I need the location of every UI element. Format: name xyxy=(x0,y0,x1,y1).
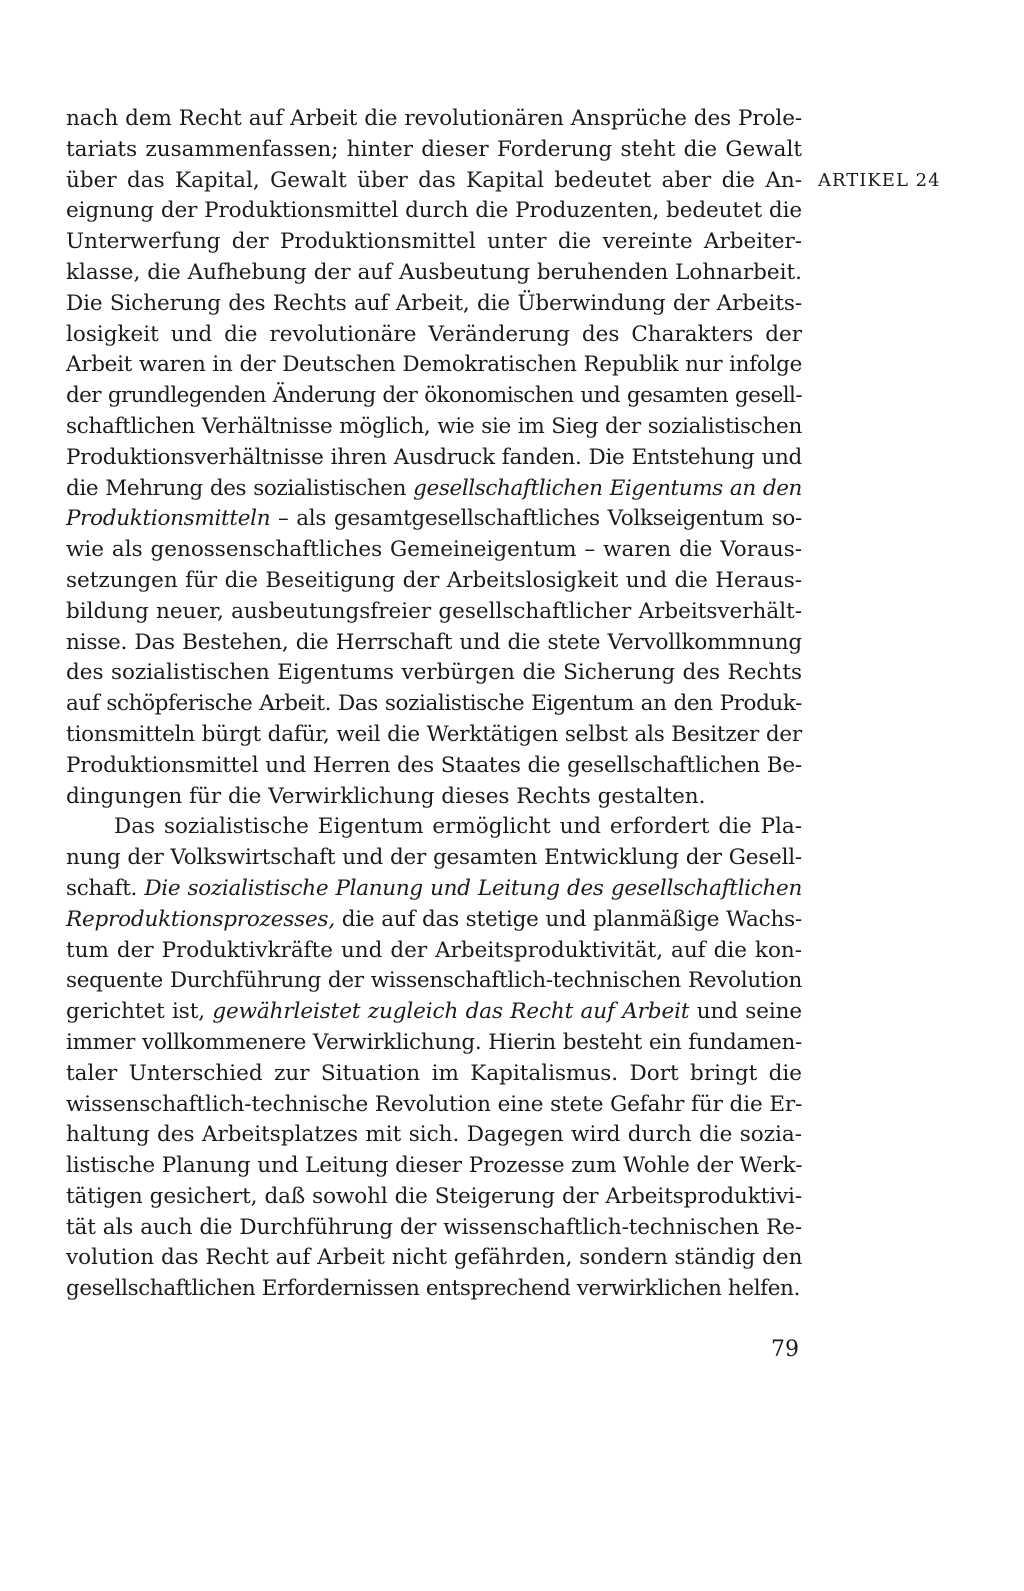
line-text: haltung des Arbeitsplatzes mit sich. Dagegen wird durch die sozia- xyxy=(66,1122,802,1148)
text-line xyxy=(66,1090,802,1121)
text-line xyxy=(66,104,802,135)
line-text: dingungen für die Verwirklichung dieses Rechts gestalten. xyxy=(66,783,706,809)
line-text: Unterwerfung der Produktionsmittel unter die vereinte Arbeiter- xyxy=(66,229,802,255)
line-text: die auf das stetige und planmäßige Wachs- xyxy=(334,906,802,932)
line-text: taler Unterschied zur Situation im Kapitalismus. Dort bringt die xyxy=(66,1060,802,1086)
line-text: – als gesamtgesellschaftliches Volkseigentum so- xyxy=(270,506,802,532)
text-line xyxy=(66,1151,802,1182)
text-line xyxy=(66,905,802,936)
line-text: wie als genossenschaftliches Gemeineigentum – waren die Voraus- xyxy=(66,537,802,563)
line-text: gerichtet ist, xyxy=(66,999,213,1025)
line-text: der grundlegenden Änderung der ökonomischen und gesamten gesell- xyxy=(66,383,802,409)
line-text: tionsmitteln bürgt dafür, weil die Werktätigen selbst als Besitzer der xyxy=(66,721,802,747)
text-line xyxy=(66,720,802,751)
line-text: nung der Volkswirtschaft und der gesamten Entwicklung der Gesell- xyxy=(66,845,802,871)
line-text: Produktionsmittel und Herren des Staates die gesellschaftlichen Be- xyxy=(66,752,802,778)
text-line xyxy=(66,1120,802,1151)
text-line xyxy=(66,782,802,813)
italic-emphasis: Produktionsmitteln xyxy=(66,506,271,532)
italic-emphasis: Reproduktionsprozesses, xyxy=(66,906,335,932)
margin-note-article: ARTIKEL 24 xyxy=(818,170,941,191)
text-line xyxy=(66,166,802,197)
line-text: immer vollkommenere Verwirklichung. Hierin besteht ein fundamen- xyxy=(66,1029,802,1055)
text-line xyxy=(66,658,802,689)
line-text: Produktionsverhältnisse ihren Ausdruck fanden. Die Entstehung und xyxy=(66,444,802,470)
line-text: schaftlichen Verhältnisse möglich, wie sie im Sieg der sozialistischen xyxy=(66,413,802,439)
line-text: eignung der Produktionsmittel durch die Produzenten, bedeutet die xyxy=(66,198,802,224)
text-line xyxy=(66,628,802,659)
text-line xyxy=(66,1182,802,1213)
line-text: tätigen gesichert, daß sowohl die Steigerung der Arbeitsproduktivi- xyxy=(66,1183,802,1209)
text-line xyxy=(66,689,802,720)
page-number: 79 xyxy=(771,1337,799,1362)
text-line xyxy=(66,936,802,967)
text-line xyxy=(66,1213,802,1244)
text-line xyxy=(66,751,802,782)
line-text: sequente Durchführung der wissenschaftlich-technischen Revolution xyxy=(66,968,802,994)
text-line xyxy=(66,1274,802,1305)
line-text: tum der Produktivkräfte und der Arbeitsproduktivität, auf die kon- xyxy=(66,937,802,963)
text-line xyxy=(66,812,802,843)
text-line xyxy=(66,196,802,227)
text-line xyxy=(66,474,802,505)
line-text: nisse. Das Bestehen, die Herrschaft und die stete Vervollkommnung xyxy=(66,629,802,655)
line-text: die Mehrung des sozialistischen xyxy=(66,475,414,501)
line-text: des sozialistischen Eigentums verbürgen die Sicherung des Rechts xyxy=(66,660,802,686)
text-line xyxy=(66,843,802,874)
text-line xyxy=(66,412,802,443)
line-text: schaft. xyxy=(66,875,145,901)
line-text: bildung neuer, ausbeutungsfreier gesellschaftlicher Arbeitsverhält- xyxy=(66,598,802,624)
text-line xyxy=(66,350,802,381)
line-text: Die Sicherung des Rechts auf Arbeit, die Überwindung der Arbeits- xyxy=(66,290,802,316)
line-text: auf schöpferische Arbeit. Das sozialistische Eigentum an den Produk- xyxy=(66,691,802,717)
text-line xyxy=(66,966,802,997)
italic-emphasis: Die sozialistische Planung und Leitung des gesellschaftlichen xyxy=(144,875,802,901)
text-line xyxy=(66,874,802,905)
italic-emphasis: gesellschaftlichen Eigentums an den xyxy=(413,475,802,501)
text-line xyxy=(66,381,802,412)
line-text: Arbeit waren in der Deutschen Demokratischen Republik nur infolge xyxy=(66,352,802,378)
line-text: Das sozialistische Eigentum ermöglicht und erfordert die Pla- xyxy=(114,814,802,840)
text-line xyxy=(66,1243,802,1274)
text-line xyxy=(66,597,802,628)
line-text: tariats zusammenfassen; hinter dieser Forderung steht die Gewalt xyxy=(66,136,802,162)
text-line xyxy=(66,504,802,535)
line-text: gesellschaftlichen Erfordernissen entsprechend verwirklichen helfen. xyxy=(66,1276,800,1302)
line-text: volution das Recht auf Arbeit nicht gefährden, sondern ständig den xyxy=(66,1245,803,1271)
text-line xyxy=(66,258,802,289)
text-line xyxy=(66,1028,802,1059)
text-line xyxy=(66,443,802,474)
text-line xyxy=(66,289,802,320)
line-text: setzungen für die Beseitigung der Arbeitslosigkeit und die Heraus- xyxy=(66,567,802,593)
text-line xyxy=(66,566,802,597)
line-text: und seine xyxy=(689,999,802,1025)
line-text: losigkeit und die revolutionäre Veränderung des Charakters der xyxy=(66,321,802,347)
line-text: klasse, die Aufhebung der auf Ausbeutung beruhenden Lohnarbeit. xyxy=(66,259,802,285)
line-text: nach dem Recht auf Arbeit die revolutionären Ansprüche des Prole- xyxy=(66,106,802,131)
text-line xyxy=(66,997,802,1028)
body-text xyxy=(66,104,802,1305)
line-text: tät als auch die Durchführung der wissenschaftlich-technischen Re- xyxy=(66,1214,802,1240)
text-line xyxy=(66,1059,802,1090)
line-text: über das Kapital, Gewalt über das Kapital bedeutet aber die An- xyxy=(66,167,802,193)
text-line xyxy=(66,535,802,566)
text-line xyxy=(66,320,802,351)
line-text: wissenschaftlich-technische Revolution eine stete Gefahr für die Er- xyxy=(66,1091,803,1117)
line-text: listische Planung und Leitung dieser Prozesse zum Wohle der Werk- xyxy=(66,1153,803,1179)
text-line xyxy=(66,135,802,166)
text-line xyxy=(66,227,802,258)
italic-emphasis: gewährleistet zugleich das Recht auf Arbeit xyxy=(212,999,690,1025)
